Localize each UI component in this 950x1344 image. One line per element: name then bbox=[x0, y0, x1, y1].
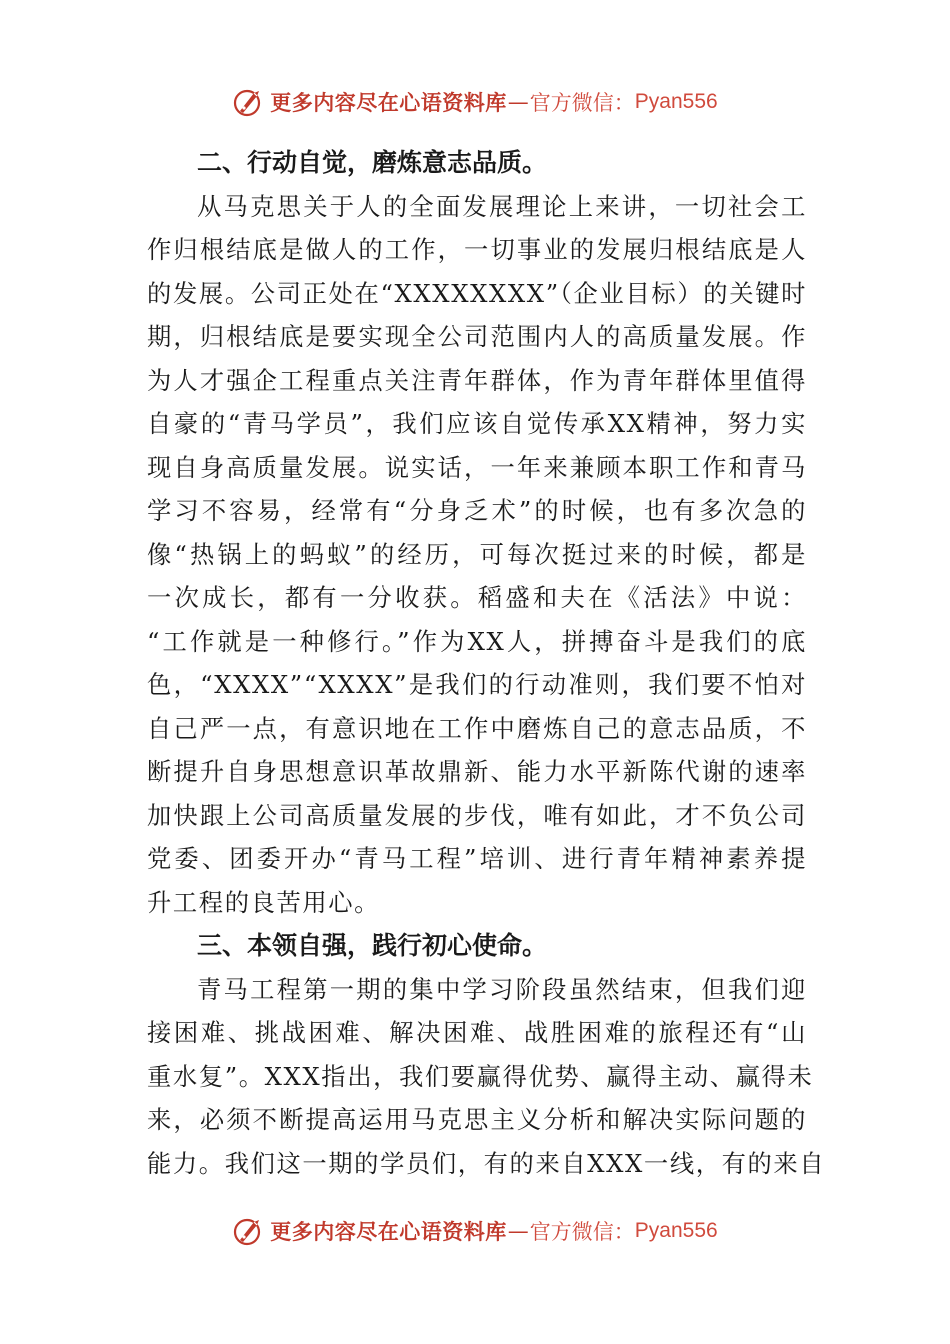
paragraph-line: 为人才强企工程重点关注青年群体，作为青年群体里值得 bbox=[147, 365, 807, 395]
watermark-separator: — bbox=[507, 1219, 529, 1243]
paragraph-line: 能力。我们这一期的学员们，有的来自XXX一线，有的来自 bbox=[147, 1148, 826, 1178]
paragraph-line: 青马工程第一期的集中学习阶段虽然结束，但我们迎 bbox=[197, 974, 807, 1004]
paragraph-line: 接困难、挑战困难、解决困难、战胜困难的旅程还有“山 bbox=[147, 1018, 807, 1047]
paragraph-line: 断提升自身思想意识革故鼎新、能力水平新陈代谢的速率 bbox=[147, 757, 807, 786]
section-heading: 二、行动自觉，磨炼意志品质。 bbox=[197, 148, 548, 177]
section-paragraph bbox=[147, 968, 826, 1186]
paragraph-line: 自己严一点，有意识地在工作中磨炼自己的意志品质，不 bbox=[147, 713, 807, 743]
paragraph-line: 升工程的良苦用心。 bbox=[147, 887, 381, 917]
paragraph-line: 从马克思关于人的全面发展理论上来讲，一切社会工 bbox=[197, 191, 807, 221]
paragraph-line: 来，必须不断提高运用马克思主义分析和解决实际问题的 bbox=[147, 1105, 807, 1134]
pen-nib-logo-icon bbox=[232, 1214, 266, 1248]
paragraph-line: 期，归根结底是要实现全公司范围内人的高质量发展。作 bbox=[147, 322, 807, 351]
paragraph-line: 色，“XXXX”“XXXX”是我们的行动准则，我们要不怕对 bbox=[147, 670, 807, 699]
watermark-brand-text: 更多内容尽在心语资料库 bbox=[270, 1220, 507, 1244]
watermark-separator: — bbox=[507, 90, 529, 114]
watermark-wechat-id: Pyan556 bbox=[634, 90, 718, 113]
paragraph-line: 学习不容易，经常有“分身乏术”的时候，也有多次急的 bbox=[147, 496, 807, 525]
watermark-wechat-label: 官方微信： bbox=[529, 1220, 635, 1244]
watermark-banner-top bbox=[0, 82, 950, 122]
paragraph-line: 的发展。公司正处在“XXXXXXXX”（企业目标）的关键时 bbox=[147, 278, 807, 308]
watermark-banner-bottom bbox=[0, 1211, 950, 1251]
paragraph-line: 作归根结底是做人的工作，一切事业的发展归根结底是人 bbox=[147, 235, 807, 264]
section-paragraph bbox=[147, 185, 807, 925]
watermark-brand-text: 更多内容尽在心语资料库 bbox=[270, 91, 507, 115]
paragraph-line: 一次成长，都有一分收获。稻盛和夫在《活法》中说： bbox=[147, 583, 807, 612]
paragraph-line: 自豪的“青马学员”，我们应该自觉传承XX精神，努力实 bbox=[147, 409, 807, 438]
paragraph-line: 重水复”。XXX指出，我们要赢得优势、赢得主动、赢得未 bbox=[147, 1061, 814, 1091]
paragraph-line: “工作就是一种修行。”作为XX人，拼搏奋斗是我们的底 bbox=[147, 626, 807, 656]
paragraph-line: 加快跟上公司高质量发展的步伐，唯有如此，才不负公司 bbox=[147, 800, 807, 830]
watermark-wechat-label: 官方微信： bbox=[529, 91, 635, 115]
document-body bbox=[147, 141, 826, 1185]
pen-nib-logo-icon bbox=[232, 85, 266, 119]
paragraph-line: 党委、团委开办“青马工程”培训、进行青年精神素养提 bbox=[147, 844, 807, 873]
watermark-wechat-id: Pyan556 bbox=[634, 1219, 718, 1242]
section-heading: 三、本领自强，践行初心使命。 bbox=[197, 931, 548, 960]
paragraph-line: 像“热锅上的蚂蚁”的经历，可每次挺过来的时候，都是 bbox=[147, 539, 807, 569]
paragraph-line: 现自身高质量发展。说实话，一年来兼顾本职工作和青马 bbox=[147, 452, 807, 482]
